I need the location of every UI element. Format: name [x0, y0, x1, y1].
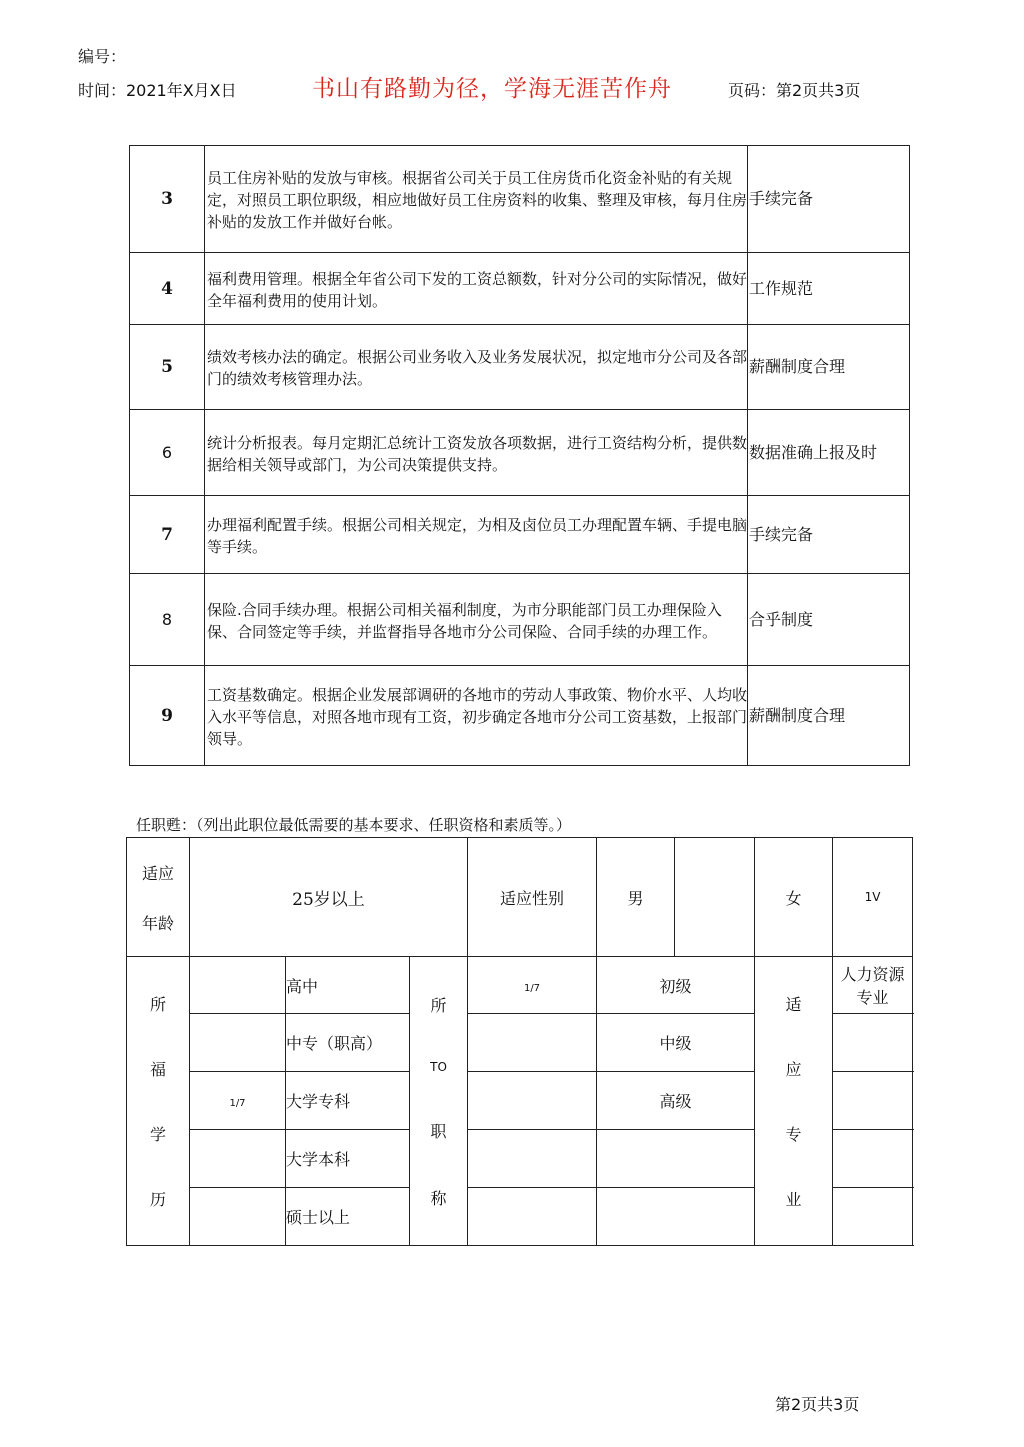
title-level-empty — [597, 1188, 755, 1246]
duty-number: 3 — [130, 146, 205, 253]
education-check — [190, 1130, 286, 1188]
duty-number: 7 — [130, 496, 205, 574]
education-level: 硕士以上 — [286, 1188, 410, 1246]
duty-number: 9 — [130, 666, 205, 766]
duty-number: 6 — [130, 410, 205, 496]
table-row — [127, 838, 913, 957]
table-row — [130, 253, 910, 325]
duty-description: 办理福利配置手续。根据公司相关规定，为相及卤位员工办理配置车辆、手提电脑等手续。 — [205, 496, 748, 574]
education-label-char: 历 — [149, 1190, 166, 1209]
number-label: 编号： — [78, 47, 127, 66]
duty-standard: 合乎制度 — [748, 574, 910, 666]
duty-description: 绩效考核办法的确定。根据公司业务收入及业务发展状况，拟定地市分公司及各部门的绩效考核管理办法。 — [205, 325, 748, 410]
duty-number: 4 — [130, 253, 205, 325]
major-label-cell — [755, 957, 833, 1246]
major-label-char: 应 — [785, 1060, 802, 1079]
education-label-cell — [127, 957, 190, 1246]
education-tick-mark: 1/7 — [229, 1098, 246, 1109]
duty-standard: 工作规范 — [748, 253, 910, 325]
education-check — [190, 1014, 286, 1072]
age-label-bottom: 年龄 — [141, 913, 174, 933]
table-row — [130, 574, 910, 666]
duty-number: 5 — [130, 325, 205, 410]
title-check — [468, 1072, 597, 1130]
duty-number: 8 — [130, 574, 205, 666]
title-level: 中级 — [597, 1014, 755, 1072]
title-label-char: 职 — [430, 1121, 447, 1141]
gender-label: 适应性别 — [468, 838, 597, 957]
title-level-empty — [597, 1130, 755, 1188]
education-check — [190, 1072, 286, 1130]
title-check — [468, 1188, 597, 1246]
duty-standard: 手续完备 — [748, 146, 910, 253]
duty-description: 员工住房补贴的发放与审核。根据省公司关于员工住房货币化资金补贴的有关规定，对照员工职位职级，相应地做好员工住房资料的收集、整理及审核，每月住房补贴的发放工作并做好台帐。 — [205, 146, 748, 253]
page-label: 页码：第2页共3页 — [728, 81, 861, 100]
education-level: 高中 — [286, 957, 410, 1014]
table-row — [130, 666, 910, 766]
title-check — [468, 1014, 597, 1072]
title-label-char: 所 — [430, 996, 447, 1016]
requirements-table — [126, 837, 913, 1246]
age-value: 25岁以上 — [190, 838, 468, 957]
gender-male: 男 — [597, 838, 675, 957]
title-label-cell — [410, 957, 468, 1246]
education-label-char: 福 — [149, 1060, 166, 1079]
major-value-empty — [833, 1188, 913, 1246]
table-row — [130, 410, 910, 496]
gender-female-check: 1V — [833, 838, 913, 957]
major-label-char: 专 — [785, 1125, 802, 1144]
title-check — [468, 1130, 597, 1188]
duty-standard: 薪酬制度合理 — [748, 666, 910, 766]
title-check — [468, 957, 597, 1014]
gender-female: 女 — [755, 838, 833, 957]
motto-text: 书山有路勤为径，学海无涯苦作舟 — [312, 76, 672, 102]
age-label-cell — [127, 838, 190, 957]
major-value: 人力资源专业 — [833, 957, 913, 1014]
duty-description: 工资基数确定。根据企业发展部调研的各地市的劳动人事政策、物价水平、人均收入水平等信息，对照各地市现有工资，初步确定各地市分公司工资基数，上报部门领导。 — [205, 666, 748, 766]
duty-description: 福利费用管理。根据全年省公司下发的工资总额数，针对分公司的实际情况，做好全年福利费用的使用计划。 — [205, 253, 748, 325]
time-label: 时间：2021年X月X日 — [78, 81, 237, 100]
duty-standard: 手续完备 — [748, 496, 910, 574]
major-value-empty — [833, 1072, 913, 1130]
title-tick-mark: 1/7 — [523, 982, 541, 994]
gender-male-check — [675, 838, 755, 957]
title-label-char: TO — [430, 1060, 447, 1075]
major-value-empty — [833, 1014, 913, 1072]
table-row — [130, 496, 910, 574]
education-label-char: 学 — [149, 1125, 166, 1144]
major-value-empty — [833, 1130, 913, 1188]
education-label-char: 所 — [149, 995, 166, 1014]
education-level: 中专（职高） — [286, 1014, 410, 1072]
duty-standard: 薪酬制度合理 — [748, 325, 910, 410]
table-row — [127, 957, 913, 1014]
duty-description: 保险.合同手续办理。根据公司相关福利制度，为市分职能部门员工办理保险入保、合同签定等手续，并监督指导各地市分公司保险、合同手续的办理工作。 — [205, 574, 748, 666]
duty-description: 统计分析报表。每月定期汇总统计工资发放各项数据，进行工资结构分析，提供数据给相关领导或部门，为公司决策提供支持。 — [205, 410, 748, 496]
education-check — [190, 1188, 286, 1246]
title-label-char: 称 — [430, 1188, 447, 1208]
duty-standard: 数据准确上报及时 — [748, 410, 910, 496]
education-level: 大学专科 — [286, 1072, 410, 1130]
major-label-char: 业 — [785, 1190, 802, 1209]
education-level: 大学本科 — [286, 1130, 410, 1188]
major-label-char: 适 — [785, 995, 802, 1014]
table-row — [130, 146, 910, 253]
title-level: 高级 — [597, 1072, 755, 1130]
table-row — [130, 325, 910, 410]
education-check — [190, 957, 286, 1014]
age-label-top: 适应 — [141, 863, 174, 883]
title-level: 初级 — [597, 957, 755, 1014]
duties-table — [129, 145, 910, 766]
requirements-title: 任职甦：（列出此职位最低需要的基本要求、任职资格和素质等。） — [136, 816, 572, 834]
footer-page: 第2页共3页 — [775, 1395, 860, 1414]
